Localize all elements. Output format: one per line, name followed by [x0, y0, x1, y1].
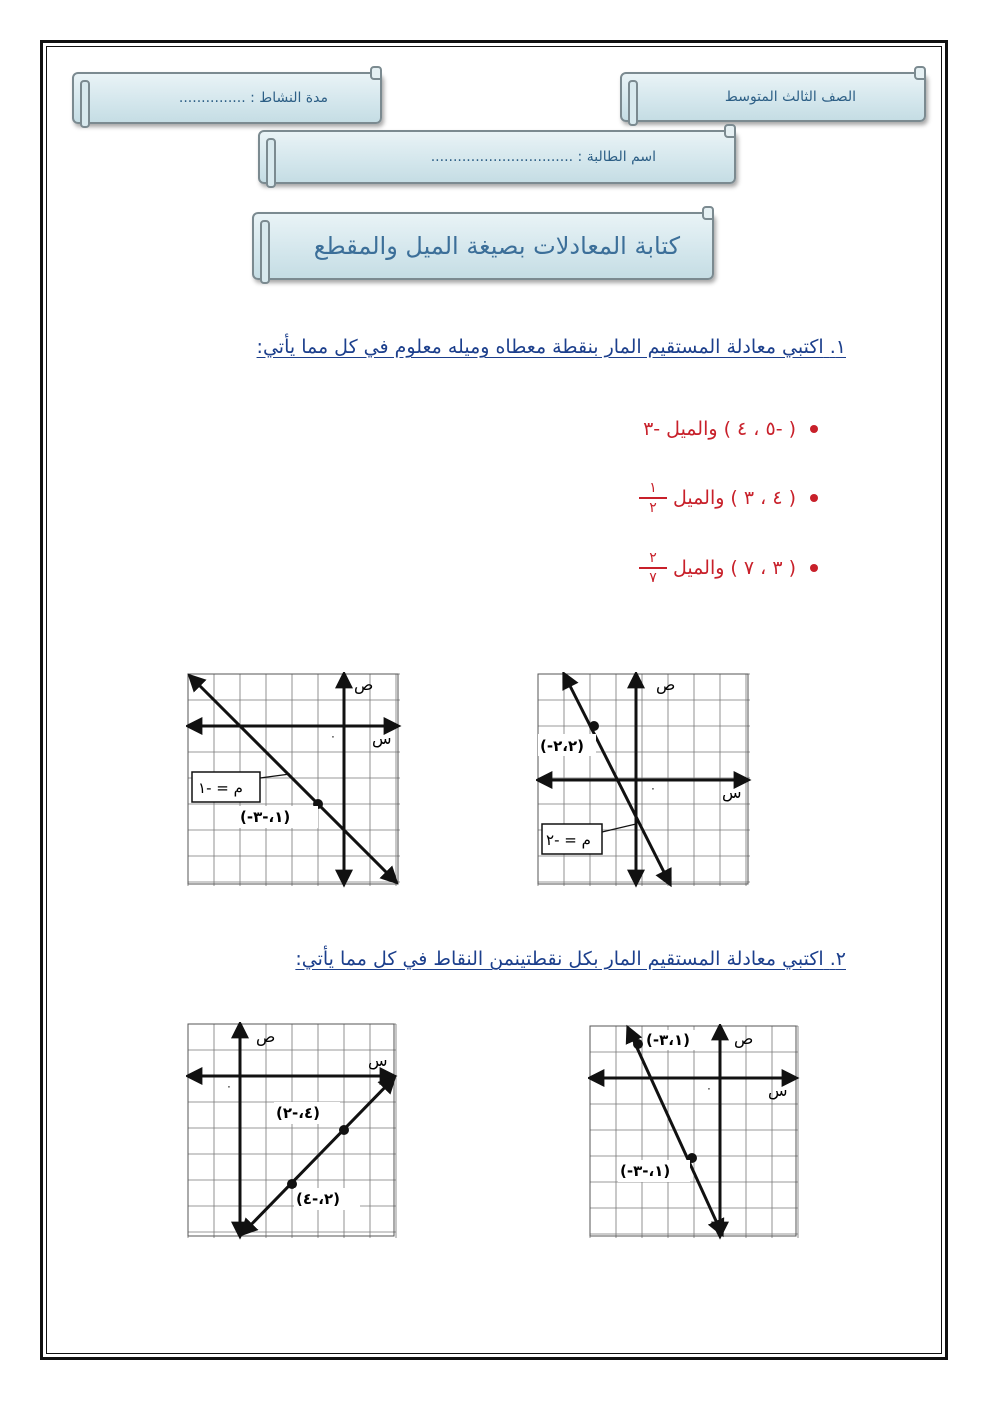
question-1: [257, 336, 846, 358]
bullet-dot: [810, 564, 818, 572]
graph-1b: [186, 672, 402, 888]
y-axis-label: ص: [656, 675, 676, 694]
point-2-label: (٢،-٤): [296, 1190, 340, 1208]
page-title: كتابة المعادلات بصيغة الميل والمقطع: [313, 232, 680, 260]
point-1-label: (-٣،١): [646, 1031, 690, 1049]
point-1-label: (٤،-٢): [276, 1104, 320, 1122]
question-2-number: ٢.: [829, 948, 846, 970]
item-2: [639, 480, 818, 516]
x-axis-label: س: [372, 729, 392, 748]
grade-label: الصف الثالث المتوسط: [724, 89, 856, 105]
origin-label: ٠: [226, 1080, 232, 1093]
origin-label: ٠: [706, 1082, 712, 1095]
graph-2b: [186, 1022, 398, 1240]
bullet-dot: [810, 494, 818, 502]
item-3: [639, 550, 818, 586]
graph-1a: [536, 672, 752, 888]
x-axis-label: س: [722, 783, 742, 802]
y-axis-label: ص: [256, 1027, 276, 1046]
item-3-slope-fraction: [639, 550, 667, 586]
x-axis-label: س: [368, 1051, 388, 1070]
duration-label: مدة النشاط : ...............: [178, 90, 328, 106]
point-1-marker: [633, 1039, 643, 1049]
student-name-box: [258, 130, 736, 184]
denominator: ٢: [649, 500, 657, 516]
origin-label: ٠: [330, 730, 336, 743]
graph-2a: [588, 1024, 800, 1240]
numerator: ٢: [649, 550, 657, 566]
y-axis-label: ص: [354, 675, 374, 694]
grid-lines: [188, 1024, 396, 1238]
point-1-marker: [339, 1125, 349, 1135]
point-label: (-٢،٢): [540, 737, 584, 755]
grid-lines: [590, 1026, 798, 1238]
item-3-text: ( ٣ ، ٧ ) والميل: [673, 557, 796, 579]
item-1: [643, 418, 818, 440]
point-2-label: (-١،-٣): [620, 1162, 671, 1180]
point-2-marker: [287, 1179, 297, 1189]
item-2-slope-fraction: [639, 480, 667, 516]
question-1-text: اكتبي معادلة المستقيم المار بنقطة معطاه وميله معلوم في كل مما يأتي:: [256, 336, 824, 358]
student-name-label: اسم الطالبة : ................................: [430, 149, 656, 165]
x-axis-label: س: [768, 1081, 788, 1100]
duration-box: [72, 72, 382, 124]
point-label: (-١،-٣): [240, 808, 291, 826]
numerator: ١: [649, 480, 657, 496]
slope-label: م = -١: [198, 779, 243, 797]
title-box: [252, 212, 714, 280]
question-2: [295, 948, 846, 970]
point-marker: [589, 721, 599, 731]
question-1-number: ١.: [829, 336, 846, 358]
slope-label: م = -٢: [546, 831, 591, 849]
y-axis-label: ص: [734, 1029, 754, 1048]
grade-box: [620, 72, 926, 122]
bullet-dot: [810, 425, 818, 433]
origin-label: ٠: [650, 782, 656, 795]
question-2-text: اكتبي معادلة المستقيم المار بكل نقطتينمن النقاط في كل مما يأتي:: [295, 948, 824, 970]
denominator: ٧: [649, 570, 657, 586]
item-1-text: ( -٥ ، ٤ ) والميل -٣: [643, 418, 796, 440]
item-2-text: ( ٤ ، ٣ ) والميل: [673, 487, 796, 509]
